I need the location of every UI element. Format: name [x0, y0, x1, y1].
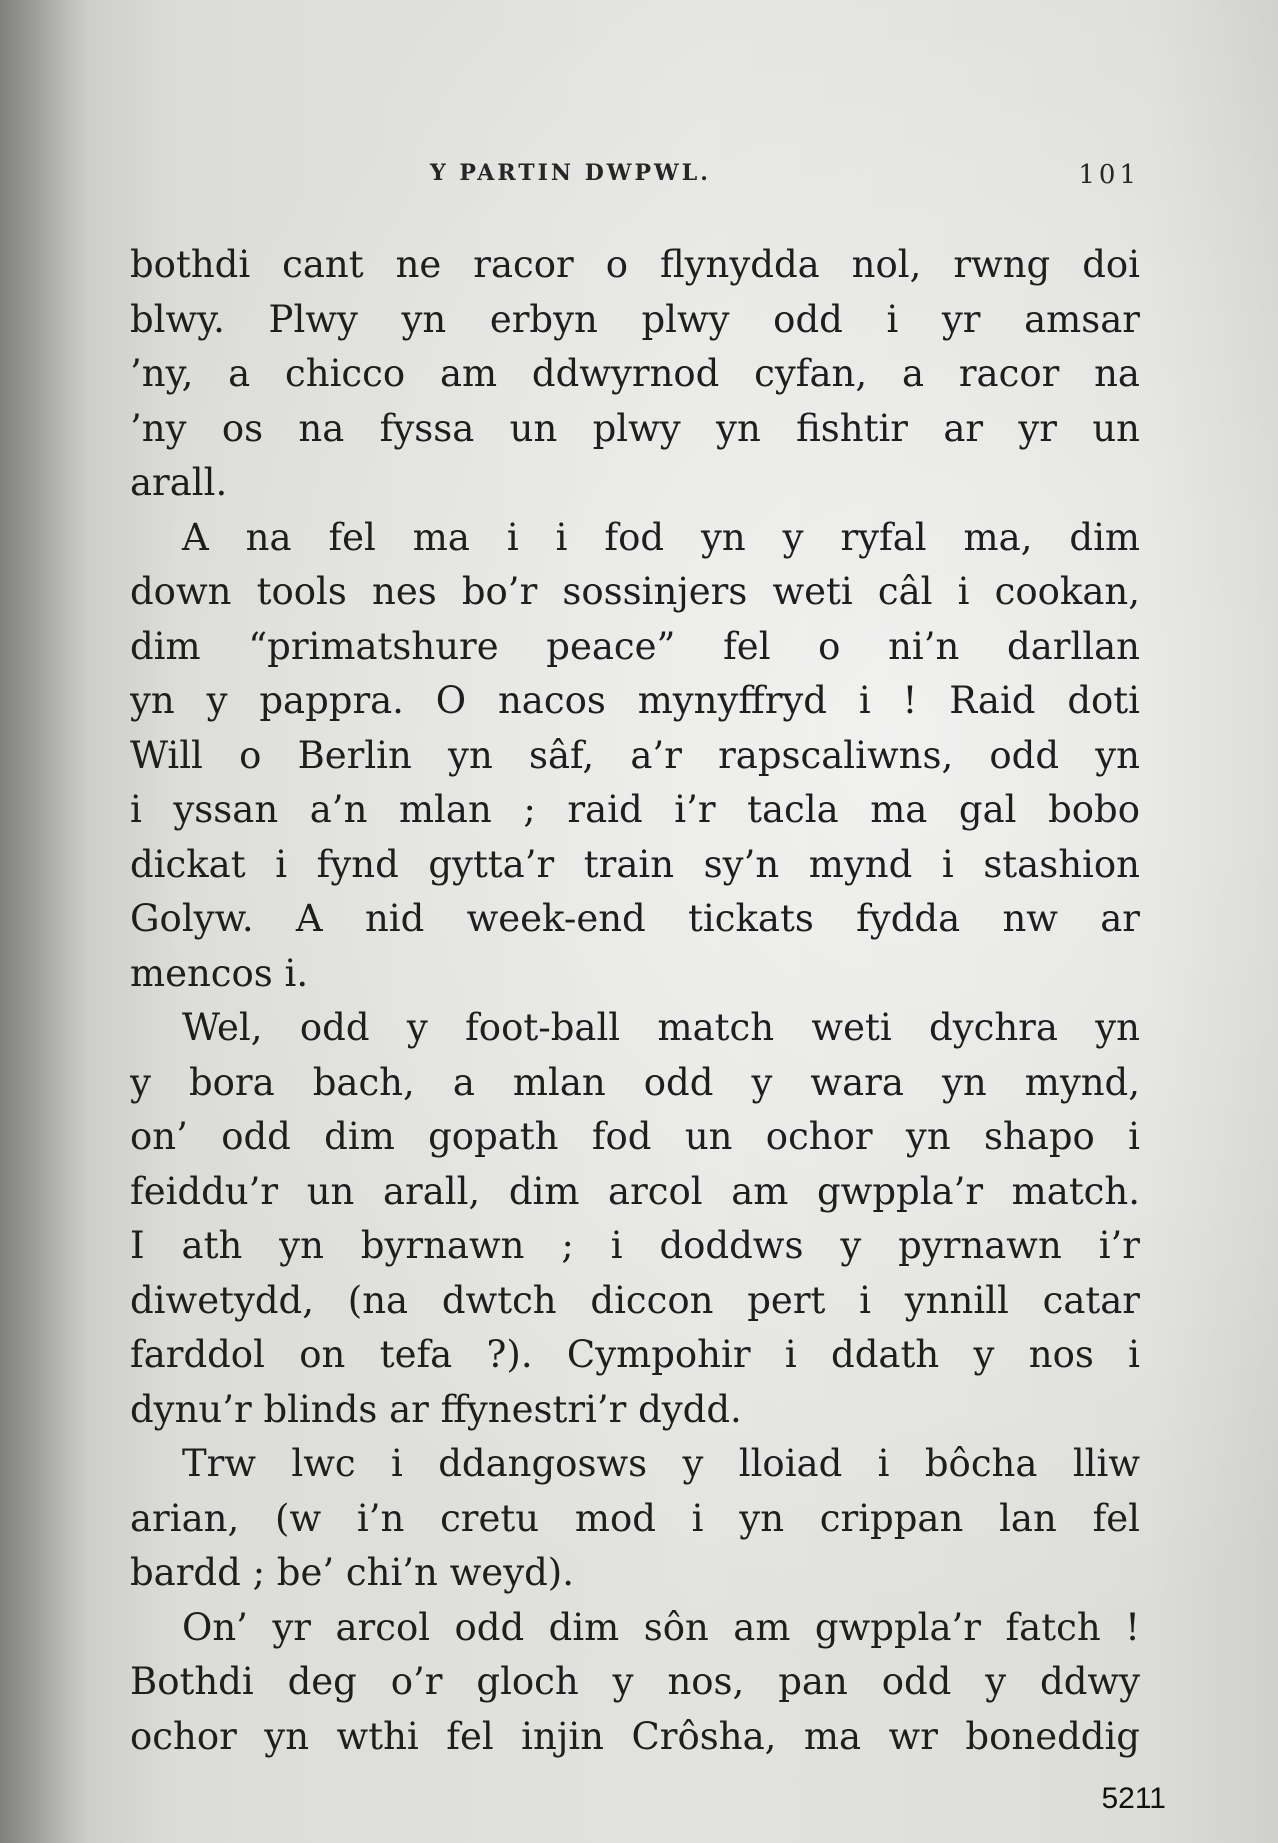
text-line: arall.	[130, 461, 228, 504]
text-line: On’ yr arcol odd dim sôn am gwppla’r fatch !	[182, 1605, 1140, 1649]
running-head	[130, 160, 1140, 200]
text-line: Trw lwc i ddangosws y lloiad i bôcha lliw	[182, 1442, 1140, 1485]
text-line: bardd ; be’ chi’n weyd).	[130, 1551, 574, 1594]
text-line: dim “primatshure peace” fel o ni’n darllan	[130, 624, 1140, 668]
text-line: I ath yn byrnawn ; i doddws y pyrnawn i’r	[130, 1224, 1140, 1267]
text-line: on’ odd dim gopath fod un ochor yn shapo i	[130, 1115, 1140, 1158]
text-line: Bothdi deg o’r gloch y nos, pan odd y ddwy	[130, 1660, 1140, 1703]
text-line: farddol on tefa ?). Cympohir i ddath y nos i	[130, 1333, 1140, 1376]
text-line: mencos i.	[130, 951, 309, 995]
text-line: i yssan a’n mlan ; raid i’r tacla ma gal bobo	[130, 788, 1140, 831]
text-line: Wel, odd y foot-ball match weti dychra yn	[182, 1006, 1140, 1049]
text-line: blwy. Plwy yn erbyn plwy odd i yr amsar	[130, 297, 1140, 341]
text-line: Golyw. A nid week-end tickats fydda nw ar	[130, 897, 1140, 940]
archive-number: 5211	[1101, 1782, 1166, 1815]
text-line: down tools nes bo’r sossinjers weti câl i cookan,	[130, 570, 1140, 613]
text-line: A na fel ma i i fod yn y ryfal ma, dim	[182, 515, 1140, 559]
spine-shadow	[0, 0, 90, 1843]
text-line: y bora bach, a mlan odd y wara yn mynd,	[130, 1060, 1140, 1104]
text-line: bothdi cant ne racor o flynydda nol, rwng doi	[130, 243, 1140, 286]
text-line: ochor yn wthi fel injin Crôsha, ma wr boneddig	[130, 1714, 1140, 1758]
text-line: ’ny, a chicco am ddwyrnod cyfan, a racor na	[130, 352, 1140, 395]
text-line: dynu’r blinds ar ffynestri’r dydd.	[130, 1387, 742, 1431]
text-line: yn y pappra. O nacos mynyffryd i ! Raid doti	[130, 679, 1140, 722]
text-line: arian, (w i’n cretu mod i yn crippan lan fel	[130, 1496, 1140, 1540]
page-number: 101	[1078, 160, 1140, 190]
text-line: Will o Berlin yn sâf, a’r rapscaliwns, odd yn	[130, 733, 1140, 777]
body-text	[130, 238, 1140, 1764]
text-line: feiddu’r un arall, dim arcol am gwppla’r match.	[130, 1169, 1140, 1213]
running-title: Y PARTIN DWPWL.	[430, 160, 711, 186]
text-line: diwetydd, (na dwtch diccon pert i ynnill catar	[130, 1278, 1140, 1322]
text-line: ’ny os na fyssa un plwy yn fishtir ar yr un	[130, 406, 1140, 450]
text-line: dickat i fynd gytta’r train sy’n mynd i stashion	[130, 842, 1140, 886]
